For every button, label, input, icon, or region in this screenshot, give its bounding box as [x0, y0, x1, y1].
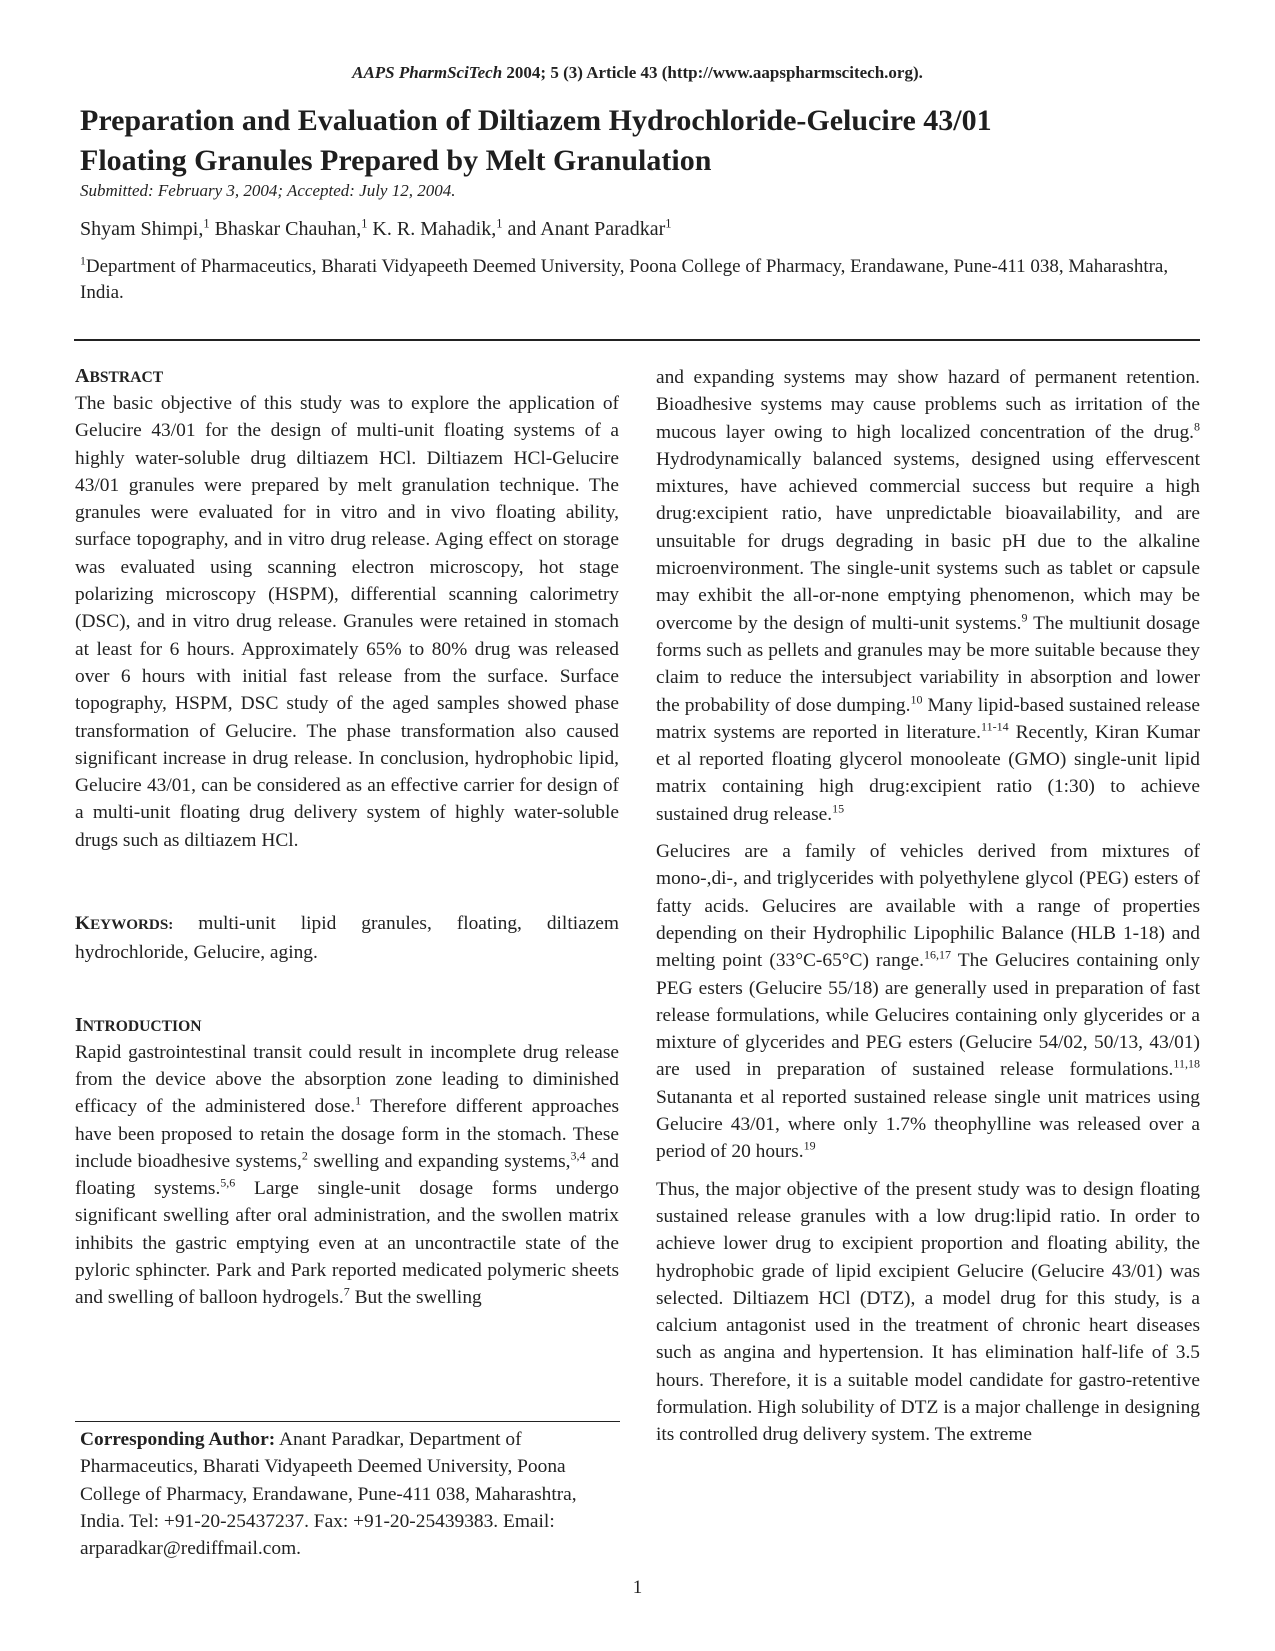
introduction-paragraph: Rapid gastrointestinal transit could result in incomplete drug release from the device above the absorption zone leading to diminished efficacy of the administered dose.$^1$ Therefore different approaches have been proposed to retain the dosage form in the stomach. These include bioadhesive systems,$^2$ swelling and expanding systems,$^{3,4}$ and floating systems.$^{5,6}$ Large single-unit dosage forms undergo significant swelling after oral administration, and the swollen matrix inhibits the gastric emptying even at an uncontractile state of the pyloric sphincter. Park and Park reported medicated polymeric sheets and swelling of balloon hydrogels.$^7$ But the swelling: [75, 1041, 620, 1309]
header-divider: [74, 339, 1200, 341]
abstract-heading: ABSTRACT: [75, 365, 164, 387]
reference-marker: 3,4: [570, 1148, 586, 1163]
reference-marker: 7: [343, 1284, 350, 1299]
left-column: [75, 364, 619, 1312]
author-name: and Anant Paradkar: [502, 218, 666, 240]
reference-marker: 11,18: [1173, 1056, 1200, 1071]
reference-marker: 19: [803, 1138, 816, 1153]
reference-marker: 2: [301, 1148, 308, 1163]
keywords: [75, 910, 619, 967]
journal-name: AAPS PharmSciTech: [352, 63, 503, 82]
journal-citation: 2004; 5 (3) Article 43 (http://www.aapspharmscitech.org).: [502, 63, 923, 82]
corresponding-author-footnote: [75, 1421, 620, 1562]
paper-title: [80, 101, 1180, 181]
affiliation-marker: 1: [203, 216, 210, 231]
author-name: Bhaskar Chauhan,: [209, 218, 362, 240]
affiliation-marker: 1: [361, 216, 368, 231]
body-paragraph: Gelucires are a family of vehicles derived from mixtures of mono-,di-, and triglycerides with polyethylene glycol (PEG) esters of fatty acids. Gelucires are available with a range of properties depending on their Hydrophilic Lipophilic Balance (HLB 1-18) and melting point (33°C-65°C) range.$^{16,17}$ The Gelucires containing only PEG esters (Gelucire 55/18) are generally used in preparation of fast release formulations, while Gelucires containing only glycerides or a mixture of glycerides and PEG esters (Gelucire 54/02, 50/13, 43/01) are used in preparation of sustained release formulations.$^{11,18}$ Sutananta et al reported sustained release single unit matrices using Gelucire 43/01, where only 1.7% theophylline was released over a period of 20 hours.$^{19}$: [656, 841, 1200, 1163]
keywords-text: multi-unit lipid granules, floating, diltiazem hydrochloride, Gelucire, aging.: [75, 913, 619, 964]
page-number: 1: [632, 1577, 643, 1598]
reference-marker: 1: [355, 1093, 362, 1108]
right-column: [656, 364, 1200, 1449]
reference-marker: 10: [910, 692, 923, 707]
reference-marker: 11-14: [981, 719, 1009, 734]
title-line-2: Floating Granules Prepared by Melt Granulation: [80, 144, 712, 177]
affiliation-marker: 1: [496, 216, 503, 231]
keywords-label: KEYWORDS:: [75, 913, 174, 935]
journal-header: [0, 62, 1275, 84]
author-name: K. R. Mahadik,: [367, 218, 497, 240]
affiliation-text: Department of Pharmaceutics, Bharati Vidyapeeth Deemed University, Poona College of Pharmacy, Erandawane, Pune-411 038, Maharashtra, India.: [80, 256, 1169, 303]
reference-marker: 8: [1193, 419, 1200, 434]
footnote-label: Corresponding Author:: [80, 1429, 276, 1450]
body-paragraph: Thus, the major objective of the present study was to design floating sustained release granules with a low drug:lipid ratio. In order to achieve lower drug to excipient proportion and floating ability, the hydrophobic grade of lipid excipient Gelucire (Gelucire 43/01) was selected. Diltiazem HCl (DTZ), a model drug for this study, is a calcium antagonist used in the treatment of chronic heart diseases such as angina and hypertension. It has elimination half-life of 3.5 hours. Therefore, it is a suitable model candidate for gastro-retentive formulation. High solubility of DTZ is a major challenge in designing its controlled drug delivery system. The extreme: [656, 1178, 1200, 1446]
title-line-1: Preparation and Evaluation of Diltiazem Hydrochloride-Gelucire 43/01: [80, 104, 992, 137]
reference-marker: 9: [1021, 610, 1028, 625]
reference-marker: 16,17: [923, 947, 952, 962]
author-name: Shyam Shimpi,: [80, 218, 204, 240]
author-list: [80, 216, 671, 242]
body-paragraph: and expanding systems may show hazard of permanent retention. Bioadhesive systems may cause problems such as irritation of the mucous layer owing to high localized concentration of the drug.$^8$ Hydrodynamically balanced systems, designed using effervescent mixtures, have achieved commercial success but require a high drug:excipient ratio, have unpredictable bioavailability, and are unsuitable for drugs degrading in basic pH due to the alkaline microenvironment. The single-unit systems such as tablet or capsule may exhibit the all-or-none emptying phenomenon, which may be overcome by the design of multi-unit systems.$^9$ The multiunit dosage forms such as pellets and granules may be more suitable because they claim to reduce the intersubject variability in absorption and lower the probability of dose dumping.$^{10}$ Many lipid-based sustained release matrix systems are reported in literature.$^{11-14}$ Recently, Kiran Kumar et al reported floating glycerol monooleate (GMO) single-unit lipid matrix containing high drug:excipient ratio (1:30) to achieve sustained drug release.$^{15}$: [656, 367, 1200, 825]
introduction-heading: INTRODUCTION: [75, 1013, 202, 1036]
footnote-text: Anant Paradkar, Department of Pharmaceutics, Bharati Vidyapeeth Deemed University, Poona College of Pharmacy, Erandawane, Pune-411 038, Maharashtra, India. Tel: +91-20-25437237. Fax: +91-20-25439383. Email: arparadkar@rediffmail.com.: [80, 1429, 577, 1560]
reference-marker: 15: [832, 801, 845, 816]
affiliation-marker: 1: [665, 216, 672, 231]
abstract-text: The basic objective of this study was to explore the application of Gelucire 43/01 for the design of multi-unit floating systems of a highly water-soluble drug diltiazem HCl. Diltiazem HCl-Gelucire 43/01 granules were prepared by melt granulation technique. The granules were evaluated for in vitro and in vivo floating ability, surface topography, and in vitro drug release. Aging effect on storage was evaluated using scanning electron microscopy, hot stage polarizing microscopy (HSPM), differential scanning calorimetry (DSC), and in vitro drug release. Granules were retained in stomach at least for 6 hours. Approximately 65% to 80% drug was released over 6 hours with initial fast release from the surface. Surface topography, HSPM, DSC study of the aged samples showed phase transformation of Gelucire. The phase transformation also caused significant increase in drug release. In conclusion, hydrophobic lipid, Gelucire 43/01, can be considered as an effective carrier for design of a multi-unit floating drug delivery system of highly water-soluble drugs such as diltiazem HCl.: [75, 393, 619, 851]
affiliation-marker: 1: [80, 254, 86, 268]
reference-marker: 5,6: [220, 1175, 236, 1190]
submission-dates: Submitted: February 3, 2004; Accepted: July 12, 2004.: [80, 181, 456, 200]
affiliation: [80, 254, 1200, 306]
